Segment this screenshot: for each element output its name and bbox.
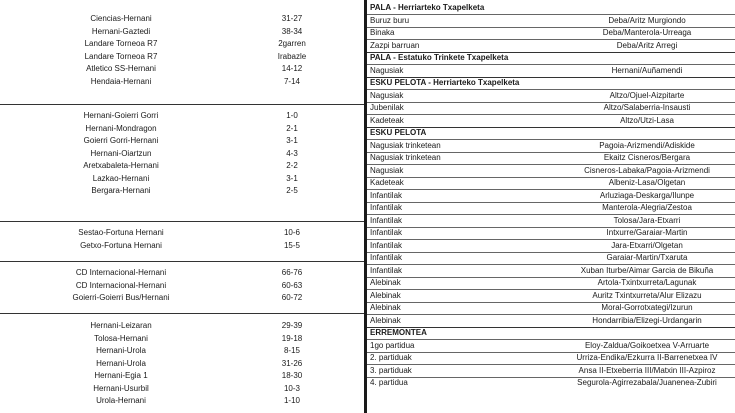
category-label: Nagusiak trinketean xyxy=(370,140,441,150)
section-heading: ESKU PELOTA xyxy=(370,127,427,137)
result-row xyxy=(367,90,735,103)
match-name: CD Internacional-Hernani xyxy=(75,268,167,277)
match-score: 29-39 xyxy=(281,321,303,330)
match-name: Aretxabaleta-Hernani xyxy=(83,161,159,170)
match-score: 14-12 xyxy=(281,64,303,73)
match-score: 10-6 xyxy=(283,228,300,237)
section-heading: ERREMONTEA xyxy=(370,327,427,337)
players-result: Altzo/Ojuel-Aizpitarte xyxy=(609,90,685,100)
result-row xyxy=(367,315,735,328)
result-row xyxy=(0,227,364,240)
match-name: Goierri Gorri-Hernani xyxy=(83,136,159,145)
players-result: Altzo/Salaberria-Insausti xyxy=(603,103,691,112)
category-label: Infantilak xyxy=(370,265,403,275)
players-result: Moral-Gorrotxategi/Izurun xyxy=(601,303,693,312)
match-name: Landare Torneoa R7 xyxy=(84,39,158,48)
category-label: Jubenilak xyxy=(370,103,404,112)
result-row xyxy=(0,26,364,39)
result-row xyxy=(0,267,364,280)
category-label: 3. partiduak xyxy=(370,365,412,375)
category-label: Alebinak xyxy=(370,303,401,312)
category-label: Nagusiak xyxy=(370,65,404,75)
match-name: Ciencias-Hernani xyxy=(90,14,152,23)
match-name: CD Internacional-Hernani xyxy=(75,280,167,290)
result-row xyxy=(367,240,735,253)
result-row xyxy=(0,38,364,51)
match-score: 18-30 xyxy=(281,371,303,380)
match-name: Lazkao-Hernani xyxy=(92,173,150,183)
category-label: Binaka xyxy=(370,28,395,37)
match-name: Hernani-Egia 1 xyxy=(94,371,148,380)
match-score: 2-2 xyxy=(286,161,298,170)
match-score: Irabazle xyxy=(277,51,307,61)
result-row xyxy=(0,148,364,161)
result-row xyxy=(367,40,735,53)
players-result: Hondarribia/Elizegi-Urdangarin xyxy=(592,315,702,325)
match-score: 3-1 xyxy=(286,136,298,145)
players-result: Jara-Etxarri/Olgetan xyxy=(611,240,683,250)
result-row xyxy=(367,190,735,203)
players-result: Garaiar-Martin/Txaruta xyxy=(606,253,688,262)
match-name: Hernani-Usurbil xyxy=(93,383,149,393)
players-result: Artola-Txintxurreta/Lagunak xyxy=(597,278,697,287)
category-label: 1go partidua xyxy=(370,340,415,350)
players-result: Deba/Aritz Arregi xyxy=(616,40,678,50)
match-score: 66-76 xyxy=(281,268,303,277)
category-label: 2. partiduak xyxy=(370,353,412,362)
match-score: 8-15 xyxy=(283,346,300,355)
result-row xyxy=(367,165,735,178)
match-score: 3-1 xyxy=(286,173,298,183)
category-label: Nagusiak xyxy=(370,90,404,100)
left-results-column xyxy=(0,0,364,413)
match-name: Hernani-Leizaran xyxy=(90,321,152,330)
category-label: Alebinak xyxy=(370,278,401,287)
result-row xyxy=(0,370,364,383)
category-label: 4. partidua xyxy=(370,378,408,387)
players-result: Deba/Manterola-Urreaga xyxy=(602,28,692,37)
match-name: Goierri-Goierri Bus/Hernani xyxy=(72,293,170,302)
result-row xyxy=(0,76,364,89)
match-score: 1-10 xyxy=(283,396,300,405)
category-label: Infantilak xyxy=(370,228,403,237)
category-label: Zazpi barruan xyxy=(370,40,420,50)
match-name: Urola-Hernani xyxy=(96,396,146,405)
players-result: Altzo/Utzi-Lasa xyxy=(620,115,674,125)
players-result: Deba/Aritz Murgiondo xyxy=(608,15,686,25)
match-name: Hendaia-Hernani xyxy=(90,76,152,86)
result-row xyxy=(0,383,364,396)
result-row xyxy=(0,395,364,408)
category-label: Kadeteak xyxy=(370,178,404,187)
players-result: Xuban Iturbe/Aimar Garcia de Bikuña xyxy=(580,265,714,275)
match-score: 2-5 xyxy=(286,186,298,195)
result-row xyxy=(0,135,364,148)
result-row xyxy=(0,63,364,76)
result-row xyxy=(367,252,735,265)
players-result: Manterola-Alegria/Zestoa xyxy=(602,203,692,212)
match-name: Atletico SS-Hernani xyxy=(86,64,156,73)
players-result: Albeniz-Lasa/Olgetan xyxy=(608,178,686,187)
result-row xyxy=(367,115,735,128)
category-label: Nagusiak xyxy=(370,165,404,175)
match-score: 4-3 xyxy=(286,148,298,158)
result-row xyxy=(367,265,735,278)
group-separator xyxy=(0,261,364,262)
match-name: Tolosa-Hernani xyxy=(94,333,148,343)
match-name: Bergara-Hernani xyxy=(91,186,151,195)
result-row xyxy=(0,358,364,371)
players-result: Arluziaga-Deskarga/Ilunpe xyxy=(599,190,695,200)
result-row xyxy=(0,320,364,333)
match-score: 31-26 xyxy=(281,358,303,368)
result-row xyxy=(367,27,735,40)
category-label: Alebinak xyxy=(370,290,401,300)
players-result: Cisneros-Labaka/Pagoia-Arizmendi xyxy=(584,165,710,175)
match-score: 15-5 xyxy=(283,240,300,250)
group-separator xyxy=(0,104,364,105)
match-score: 60-63 xyxy=(281,280,303,290)
players-result: Ekaitz Cisneros/Bergara xyxy=(603,153,691,162)
match-name: Hernani-Urola xyxy=(96,358,146,368)
result-row xyxy=(0,345,364,358)
result-row xyxy=(0,185,364,198)
match-name: Hernani-Urola xyxy=(96,346,146,355)
players-result: Hernani/Auñamendi xyxy=(611,65,683,75)
result-row xyxy=(367,65,735,78)
result-row xyxy=(367,377,735,390)
match-name: Hernani-Oiartzun xyxy=(90,148,152,158)
result-row xyxy=(0,173,364,186)
result-row xyxy=(0,280,364,293)
match-score: 7-14 xyxy=(283,76,300,86)
result-row xyxy=(0,51,364,64)
result-row xyxy=(367,365,735,378)
result-row xyxy=(0,292,364,305)
category-label: Infantilak xyxy=(370,240,403,250)
result-row xyxy=(0,160,364,173)
players-result: Auritz Txintxurreta/Alur Elizazu xyxy=(592,290,702,300)
result-row xyxy=(367,215,735,228)
result-row xyxy=(0,333,364,346)
result-row xyxy=(0,123,364,136)
match-score: 10-3 xyxy=(283,383,300,393)
result-row xyxy=(367,15,735,28)
result-row xyxy=(367,352,735,365)
result-row xyxy=(0,240,364,253)
players-result: Tolosa/Jara-Etxarri xyxy=(613,215,681,225)
result-row xyxy=(367,290,735,303)
category-label: Infantilak xyxy=(370,215,403,225)
players-result: Segurola-Agirrezabala/Juanenea-Zubiri xyxy=(577,378,717,387)
category-label: Infantilak xyxy=(370,190,403,200)
match-name: Hernani-Goierri Gorri xyxy=(83,111,159,120)
match-score: 2-1 xyxy=(286,123,298,133)
category-label: Infantilak xyxy=(370,253,403,262)
result-row xyxy=(0,13,364,26)
players-result: Eloy-Zaldua/Goikoetxea V-Arruarte xyxy=(584,340,710,350)
category-label: Nagusiak trinketean xyxy=(370,153,441,162)
match-name: Hernani-Gaztedi xyxy=(91,26,151,36)
match-score: 31-27 xyxy=(281,14,303,23)
result-row xyxy=(0,110,364,123)
result-row xyxy=(367,152,735,165)
match-name: Getxo-Fortuna Hernani xyxy=(80,240,162,250)
right-results-column xyxy=(367,0,735,413)
match-score: 60-72 xyxy=(281,293,303,302)
match-name: Hernani-Mondragon xyxy=(85,123,157,133)
group-separator xyxy=(0,313,364,314)
group-separator xyxy=(0,221,364,222)
category-label: Infantilak xyxy=(370,203,403,212)
category-label: Buruz buru xyxy=(370,15,410,25)
section-heading: PALA - Herriarteko Txapelketa xyxy=(370,2,485,12)
players-result: Intxurre/Garaiar-Martin xyxy=(606,228,688,237)
match-name: Landare Torneoa R7 xyxy=(84,51,158,61)
players-result: Ansa II-Etxeberria III/Matxin III-Azpiroz xyxy=(578,365,716,375)
result-row xyxy=(367,302,735,315)
result-row xyxy=(367,202,735,215)
match-score: 19-18 xyxy=(281,333,303,343)
result-row xyxy=(367,177,735,190)
section-heading: ESKU PELOTA - Herriarteko Txapelketa xyxy=(370,77,520,87)
match-score: 1-0 xyxy=(286,111,298,120)
category-label: Alebinak xyxy=(370,315,401,325)
players-result: Pagoia-Arizmendi/Adiskide xyxy=(599,140,695,150)
result-row xyxy=(367,277,735,290)
category-label: Kadeteak xyxy=(370,115,404,125)
match-name: Sestao-Fortuna Hernani xyxy=(78,228,164,237)
match-score: 38-34 xyxy=(281,26,303,36)
result-row xyxy=(367,140,735,153)
match-score: 2garren xyxy=(278,39,306,48)
result-row xyxy=(367,227,735,240)
result-row xyxy=(367,340,735,353)
players-result: Urriza-Endika/Ezkurra II-Barrenetxea IV xyxy=(576,353,718,362)
section-heading: PALA - Estatuko Trinkete Txapelketa xyxy=(370,52,509,62)
result-row xyxy=(367,102,735,115)
